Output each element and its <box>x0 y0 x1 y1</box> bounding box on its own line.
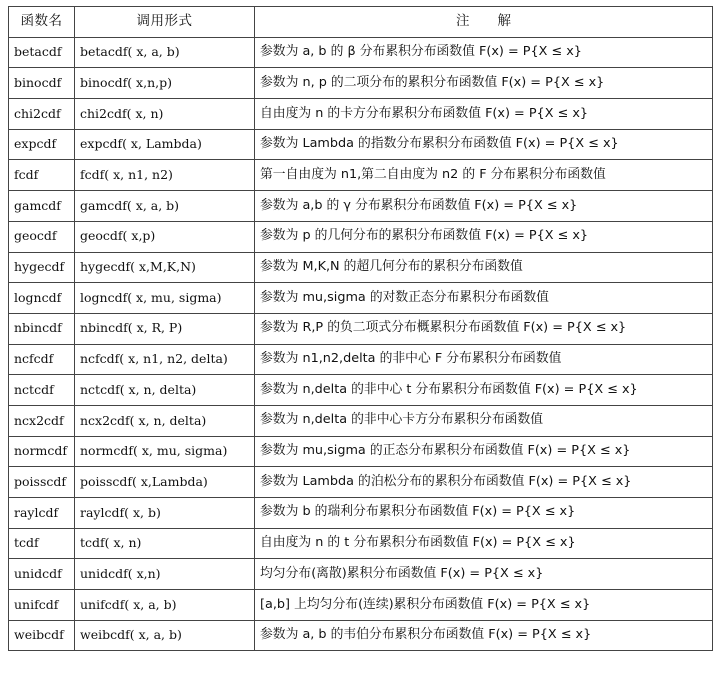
call-form-cell: binocdf( x,n,p) <box>75 68 255 99</box>
function-name-cell: binocdf <box>9 68 75 99</box>
table-row <box>9 37 713 68</box>
table-row <box>9 467 713 498</box>
call-form-cell: hygecdf( x,M,K,N) <box>75 252 255 283</box>
description-cell: 参数为 a, b 的韦伯分布累积分布函数值 F(x) = P{X ≤ x} <box>255 620 713 651</box>
description-cell: 参数为 n,delta 的非中心 t 分布累积分布函数值 F(x) = P{X ≤ x} <box>255 375 713 406</box>
function-name-cell: expcdf <box>9 129 75 160</box>
call-form-cell: unidcdf( x,n) <box>75 559 255 590</box>
call-form-cell: normcdf( x, mu, sigma) <box>75 436 255 467</box>
table-row <box>9 313 713 344</box>
description-cell: 参数为 a, b 的 β 分布累积分布函数值 F(x) = P{X ≤ x} <box>255 37 713 68</box>
description-cell: 参数为 n,delta 的非中心卡方分布累积分布函数值 <box>255 405 713 436</box>
table-row <box>9 283 713 314</box>
function-name-cell: hygecdf <box>9 252 75 283</box>
call-form-cell: gamcdf( x, a, b) <box>75 191 255 222</box>
header-description <box>255 7 713 38</box>
call-form-cell: logncdf( x, mu, sigma) <box>75 283 255 314</box>
header-description-left: 注 <box>456 13 470 30</box>
call-form-cell: geocdf( x,p) <box>75 221 255 252</box>
call-form-cell: tcdf( x, n) <box>75 528 255 559</box>
table-row <box>9 620 713 651</box>
description-cell: 参数为 R,P 的负二项式分布概累积分布函数值 F(x) = P{X ≤ x} <box>255 313 713 344</box>
table-row <box>9 405 713 436</box>
function-name-cell: raylcdf <box>9 498 75 529</box>
call-form-cell: raylcdf( x, b) <box>75 498 255 529</box>
description-cell: 参数为 Lambda 的泊松分布的累积分布函数值 F(x) = P{X ≤ x} <box>255 467 713 498</box>
description-cell: 自由度为 n 的 t 分布累积分布函数值 F(x) = P{X ≤ x} <box>255 528 713 559</box>
description-cell: 均匀分布(离散)累积分布函数值 F(x) = P{X ≤ x} <box>255 559 713 590</box>
function-name-cell: gamcdf <box>9 191 75 222</box>
function-name-cell: normcdf <box>9 436 75 467</box>
call-form-cell: unifcdf( x, a, b) <box>75 590 255 621</box>
function-name-cell: tcdf <box>9 528 75 559</box>
description-cell: 参数为 b 的瑞利分布累积分布函数值 F(x) = P{X ≤ x} <box>255 498 713 529</box>
call-form-cell: nbincdf( x, R, P) <box>75 313 255 344</box>
description-cell: 第一自由度为 n1,第二自由度为 n2 的 F 分布累积分布函数值 <box>255 160 713 191</box>
table-row <box>9 559 713 590</box>
table-row <box>9 129 713 160</box>
function-name-cell: ncfcdf <box>9 344 75 375</box>
table-row <box>9 590 713 621</box>
description-cell: 参数为 n, p 的二项分布的累积分布函数值 F(x) = P{X ≤ x} <box>255 68 713 99</box>
call-form-cell: ncx2cdf( x, n, delta) <box>75 405 255 436</box>
table-row <box>9 68 713 99</box>
call-form-cell: chi2cdf( x, n) <box>75 99 255 130</box>
function-name-cell: logncdf <box>9 283 75 314</box>
function-name-cell: weibcdf <box>9 620 75 651</box>
function-name-cell: nctcdf <box>9 375 75 406</box>
description-cell: 参数为 n1,n2,delta 的非中心 F 分布累积分布函数值 <box>255 344 713 375</box>
description-cell: 参数为 mu,sigma 的对数正态分布累积分布函数值 <box>255 283 713 314</box>
function-name-cell: fcdf <box>9 160 75 191</box>
header-call-form: 调用形式 <box>75 7 255 38</box>
description-cell: 参数为 p 的几何分布的累积分布函数值 F(x) = P{X ≤ x} <box>255 221 713 252</box>
function-name-cell: nbincdf <box>9 313 75 344</box>
description-cell: 参数为 mu,sigma 的正态分布累积分布函数值 F(x) = P{X ≤ x} <box>255 436 713 467</box>
function-name-cell: betacdf <box>9 37 75 68</box>
function-name-cell: geocdf <box>9 221 75 252</box>
call-form-cell: weibcdf( x, a, b) <box>75 620 255 651</box>
function-name-cell: unidcdf <box>9 559 75 590</box>
table-row <box>9 160 713 191</box>
call-form-cell: fcdf( x, n1, n2) <box>75 160 255 191</box>
table-row <box>9 191 713 222</box>
table-row <box>9 498 713 529</box>
call-form-cell: betacdf( x, a, b) <box>75 37 255 68</box>
call-form-cell: poisscdf( x,Lambda) <box>75 467 255 498</box>
table-header-row <box>9 7 713 38</box>
table-row <box>9 252 713 283</box>
description-cell: [a,b] 上均匀分布(连续)累积分布函数值 F(x) = P{X ≤ x} <box>255 590 713 621</box>
description-cell: 自由度为 n 的卡方分布累积分布函数值 F(x) = P{X ≤ x} <box>255 99 713 130</box>
function-name-cell: chi2cdf <box>9 99 75 130</box>
description-cell: 参数为 M,K,N 的超几何分布的累积分布函数值 <box>255 252 713 283</box>
table-row <box>9 344 713 375</box>
table-row <box>9 99 713 130</box>
header-description-right: 解 <box>497 13 511 30</box>
header-function-name: 函数名 <box>9 7 75 38</box>
call-form-cell: expcdf( x, Lambda) <box>75 129 255 160</box>
call-form-cell: ncfcdf( x, n1, n2, delta) <box>75 344 255 375</box>
distribution-function-table <box>8 6 713 651</box>
description-cell: 参数为 Lambda 的指数分布累积分布函数值 F(x) = P{X ≤ x} <box>255 129 713 160</box>
function-name-cell: poisscdf <box>9 467 75 498</box>
table-row <box>9 436 713 467</box>
function-table-container <box>8 6 712 651</box>
description-cell: 参数为 a,b 的 γ 分布累积分布函数值 F(x) = P{X ≤ x} <box>255 191 713 222</box>
function-name-cell: unifcdf <box>9 590 75 621</box>
function-name-cell: ncx2cdf <box>9 405 75 436</box>
call-form-cell: nctcdf( x, n, delta) <box>75 375 255 406</box>
table-row <box>9 375 713 406</box>
table-row <box>9 528 713 559</box>
table-row <box>9 221 713 252</box>
